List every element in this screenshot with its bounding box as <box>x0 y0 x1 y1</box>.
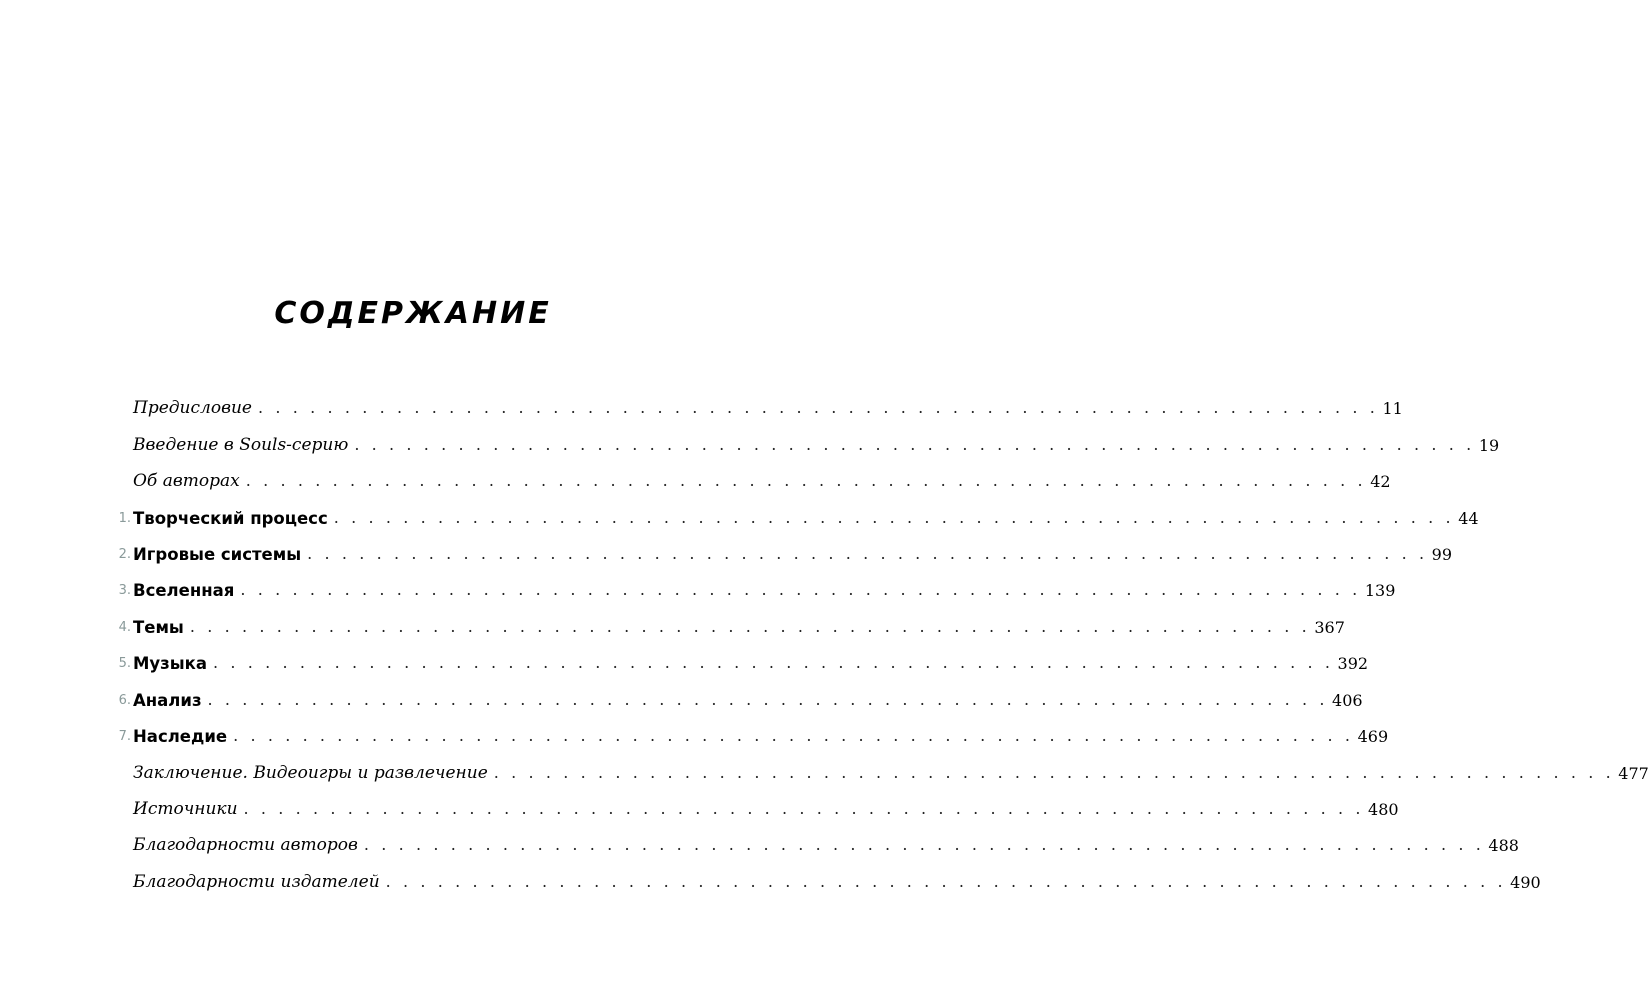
dot-leader: . . . . . . . . . . . . . . . . . . . . . . . . . . . . . . . . . . . . . . . . . . . . . . . . . . . . . . . . . . . . . . . . . <box>385 872 1507 891</box>
dot-leader: . . . . . . . . . . . . . . . . . . . . . . . . . . . . . . . . . . . . . . . . . . . . . . . . . . . . . . . . . . . . . . . . . <box>493 763 1615 782</box>
toc-entry-number: 6. <box>118 692 131 708</box>
toc-entry-preface <box>100 393 1403 423</box>
toc-entry-label: Введение в Souls-серию <box>133 435 349 455</box>
dot-leader: . . . . . . . . . . . . . . . . . . . . . . . . . . . . . . . . . . . . . . . . . . . . . . . . . . . . . . . . . . . . . . . . . <box>307 544 1428 563</box>
toc-entry-page: 490 <box>1510 872 1541 892</box>
toc-entry-page: 488 <box>1488 835 1519 855</box>
toc-entry-page: 406 <box>1332 690 1363 710</box>
toc-entry-chapter-3 <box>100 575 1396 605</box>
toc-entry-number: 4. <box>118 619 131 635</box>
toc-entry-page: 11 <box>1382 398 1403 418</box>
dot-leader: . . . . . . . . . . . . . . . . . . . . . . . . . . . . . . . . . . . . . . . . . . . . . . . . . . . . . . . . . . . . . . . . . <box>257 398 1379 417</box>
toc-entry-label: Благодарности издателей <box>133 872 380 892</box>
toc-entry-sources <box>100 794 1399 824</box>
toc-entry-label: Игровые системы <box>133 544 302 564</box>
toc-entry-number: 1. <box>118 510 131 526</box>
toc-entry-chapter-5 <box>100 648 1369 678</box>
toc-entry-number: 2. <box>118 546 131 562</box>
page-title: СОДЕРЖАНИЕ <box>274 296 552 332</box>
toc-entry-conclusion <box>100 758 1649 788</box>
dot-leader: . . . . . . . . . . . . . . . . . . . . . . . . . . . . . . . . . . . . . . . . . . . . . . . . . . . . . . . . . . . . . . . . . <box>243 799 1365 818</box>
dot-leader: . . . . . . . . . . . . . . . . . . . . . . . . . . . . . . . . . . . . . . . . . . . . . . . . . . . . . . . . . . . . . . . . . <box>189 617 1311 636</box>
toc-entry-page: 139 <box>1364 580 1396 600</box>
dot-leader: . . . . . . . . . . . . . . . . . . . . . . . . . . . . . . . . . . . . . . . . . . . . . . . . . . . . . . . . . . . . . . . . . <box>233 726 1354 745</box>
toc-entry-chapter-6 <box>100 685 1363 715</box>
toc-entry-publishers-thanks <box>100 867 1541 897</box>
toc-entry-label: Анализ <box>133 690 202 710</box>
toc-entry-label: Наследие <box>133 726 228 746</box>
toc-entry-authors-thanks <box>100 830 1519 860</box>
toc-entry-chapter-7 <box>100 721 1389 751</box>
toc-entry-label: Творческий процесс <box>133 508 328 528</box>
toc-entry-number: 5. <box>118 655 131 671</box>
dot-leader: . . . . . . . . . . . . . . . . . . . . . . . . . . . . . . . . . . . . . . . . . . . . . . . . . . . . . . . . . . . . . . . . . <box>354 435 1475 454</box>
toc-entry-chapter-1 <box>100 503 1479 533</box>
toc-entry-label: Предисловие <box>133 398 252 418</box>
dot-leader: . . . . . . . . . . . . . . . . . . . . . . . . . . . . . . . . . . . . . . . . . . . . . . . . . . . . . . . . . . . . . . . . . <box>333 508 1455 527</box>
toc-entry-chapter-2 <box>100 539 1453 569</box>
dot-leader: . . . . . . . . . . . . . . . . . . . . . . . . . . . . . . . . . . . . . . . . . . . . . . . . . . . . . . . . . . . . . . . . . <box>213 653 1334 672</box>
dot-leader: . . . . . . . . . . . . . . . . . . . . . . . . . . . . . . . . . . . . . . . . . . . . . . . . . . . . . . . . . . . . . . . . . <box>363 835 1485 854</box>
toc-entry-number: 3. <box>118 582 131 598</box>
toc-entry-page: 480 <box>1368 799 1399 819</box>
toc-entry-page: 477 <box>1618 763 1649 783</box>
toc-entry-label: Темы <box>133 617 184 637</box>
toc-entry-page: 42 <box>1370 471 1391 491</box>
toc-entry-label: Источники <box>133 799 238 819</box>
toc-entry-label: Музыка <box>133 653 208 673</box>
toc-entry-label: Благодарности авторов <box>133 835 358 855</box>
toc-entry-label: Вселенная <box>133 580 235 600</box>
dot-leader: . . . . . . . . . . . . . . . . . . . . . . . . . . . . . . . . . . . . . . . . . . . . . . . . . . . . . . . . . . . . . . . . . <box>245 471 1367 490</box>
toc-entry-chapter-4 <box>100 612 1345 642</box>
dot-leader: . . . . . . . . . . . . . . . . . . . . . . . . . . . . . . . . . . . . . . . . . . . . . . . . . . . . . . . . . . . . . . . . . <box>207 690 1329 709</box>
toc-entry-number: 7. <box>118 728 131 744</box>
toc-entry-page: 469 <box>1357 726 1389 746</box>
toc-entry-page: 44 <box>1458 508 1479 528</box>
toc-entry-label: Об авторах <box>133 471 240 491</box>
toc-entry-page: 19 <box>1478 435 1500 455</box>
toc-entry-page: 392 <box>1337 653 1369 673</box>
toc-entry-page: 367 <box>1314 617 1345 637</box>
toc-entry-about-authors <box>100 466 1391 496</box>
toc-entry-page: 99 <box>1431 544 1453 564</box>
toc-entry-label: Заключение. Видеоигры и развлечение <box>133 763 488 783</box>
toc-entry-introduction <box>100 430 1500 460</box>
dot-leader: . . . . . . . . . . . . . . . . . . . . . . . . . . . . . . . . . . . . . . . . . . . . . . . . . . . . . . . . . . . . . . . . . <box>240 580 1361 599</box>
